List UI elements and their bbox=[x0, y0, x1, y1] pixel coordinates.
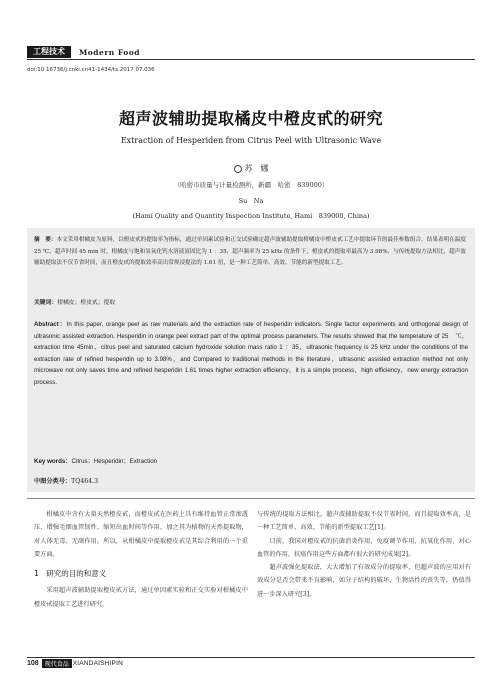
title-english: Extraction of Hesperiden from Citrus Peel with Ultrasonic Wave bbox=[120, 136, 382, 145]
author-marker-icon bbox=[234, 165, 242, 173]
journal-name-en: Modern Food bbox=[79, 47, 140, 57]
class-no-label: 中图分类号： bbox=[34, 478, 72, 485]
keywords-en-label: Key words： bbox=[34, 458, 72, 465]
journal-name-cn: 现代食品 bbox=[42, 659, 72, 668]
keywords-cn-label: 关键词： bbox=[34, 300, 58, 306]
author-chinese bbox=[0, 163, 502, 174]
keywords-english bbox=[34, 456, 157, 465]
section-heading: 1 研究的目的和意义 bbox=[34, 569, 107, 579]
footer-rule bbox=[27, 657, 475, 658]
page-number: 108 bbox=[27, 660, 39, 667]
abstract-rule bbox=[27, 498, 475, 499]
page-footer bbox=[27, 659, 123, 668]
body-paragraph: 超声波强化提取法，大大增加了有效成分的提取率，但超声波的应用对有效成分是否会带来不良影响，如分子结构的破坏、生物活性的丧失等，仍值得进一步深入研究[3]。 bbox=[257, 564, 471, 598]
affiliation-chinese: （哈密市质量与计量检测所，新疆 哈密 839000） bbox=[173, 181, 329, 189]
abstract-cn-text: 本文采用柑橘皮为原料，以橙皮甙的提取率为指标，通过单因素试验和正交试验确定超声波辅助提取柑橘皮中橙皮甙工艺中提取环节的最佳参数组合。结果表明在温度 25 ℃，超声时间 45 min 时，柑橘皮与饱和氢氧化钙水溶液液固比为 1 ：35，超声频率为 25 kHz 的条件下，橙皮甙的提取率最高为 3.98%，与传统提取方法相比，超声波辅助提取法不仅节省时间，而且橙皮甙的提取效率高出常规浸提法的 1.61 倍，是一种工艺简单、高效、节能的新型提取工艺。 bbox=[34, 237, 466, 266]
keywords-cn-text: 柑橘皮；橙皮甙；提取 bbox=[57, 300, 116, 306]
body-column-left bbox=[34, 508, 248, 611]
abstract-cn-label: 摘 要： bbox=[34, 237, 57, 243]
body-paragraph: 柑橘皮中含有大量天然橙皮甙，而橙皮甙在医药上具有维持血管正常渗透压、增强毛细血管韧性、缩短出血时间等作用，加之其为植物的天然提取物，对人体无毒、无副作用。所以，从柑橘皮中提取橙皮甙是其综合利用的一个重要方面。 bbox=[34, 511, 248, 558]
abstract-chinese bbox=[34, 235, 466, 270]
header-rule bbox=[27, 59, 475, 60]
journal-name-pinyin: XIANDAISHIPIN bbox=[72, 660, 123, 667]
section-tag: 工程技术 bbox=[27, 46, 71, 58]
body-column-right bbox=[257, 508, 471, 601]
title-chinese: 超声波辅助提取橘皮中橙皮甙的研究 bbox=[118, 109, 383, 128]
author-name-cn: 苏 娜 bbox=[244, 164, 269, 173]
body-paragraph: 目前，我国对橙皮甙的抗菌消炎作用，免疫调节作用，抗氧化作用，对心血管的作用，抗癌作用这些方面都有很大的研究成果[2]。 bbox=[257, 537, 471, 558]
keywords-en-text: Citrus；Hesperidin；Extraction bbox=[71, 458, 158, 465]
class-no-value: TQ464.3 bbox=[71, 478, 99, 485]
journal-header bbox=[27, 46, 140, 58]
abstract-en-label: Abstract： bbox=[34, 321, 67, 328]
abstract-en-text: In this paper, orange peel as raw materials and the extraction rate of hesperidin indicators. Single factor experiments and orthogonal design of ultrasonic assisted extraction. Hesperidin in orange peel extract part of the optimal process parameters. The results showed that the temperature of 25 ℃，extraction time 45min，citrus peel and saturated calcium hydroxide solution mass ratio 1 ：35，ultrasonic frequency is 25 kHz under the conditions of the extraction rate of refined hesperidin up to 3.98%，and Compared to traditional methods in the literature，ultrasonic assisted extraction method not only microwave not only saves time and refined hesperidin 1.61 times higher extraction efficiency，it is a simple process，high efficiency，new energy extraction process. bbox=[34, 321, 468, 386]
author-english: Su Na bbox=[238, 197, 264, 205]
classification-number bbox=[34, 476, 98, 485]
body-paragraph: 采用超声波辅助提取橙皮甙方法，通过单因素实验和正交实验对柑橘皮中橙皮甙提取工艺进行研究， bbox=[34, 587, 248, 608]
affiliation-english: (Hami Quality and Quantity Inspection Institute, Hami 839000, China) bbox=[132, 212, 370, 220]
abstract-english bbox=[34, 319, 468, 388]
body-paragraph: 与传统的提取方法相比，超声波辅助提取不仅节省时间，而且提取效率高，是一种工艺简单、高效、节能的新型提取工艺[1]。 bbox=[257, 511, 471, 532]
keywords-chinese bbox=[34, 297, 115, 306]
doi[interactable]: doi:10.16736/j.cnki.cn41-1434/ts.2017.07.036 bbox=[27, 67, 155, 73]
